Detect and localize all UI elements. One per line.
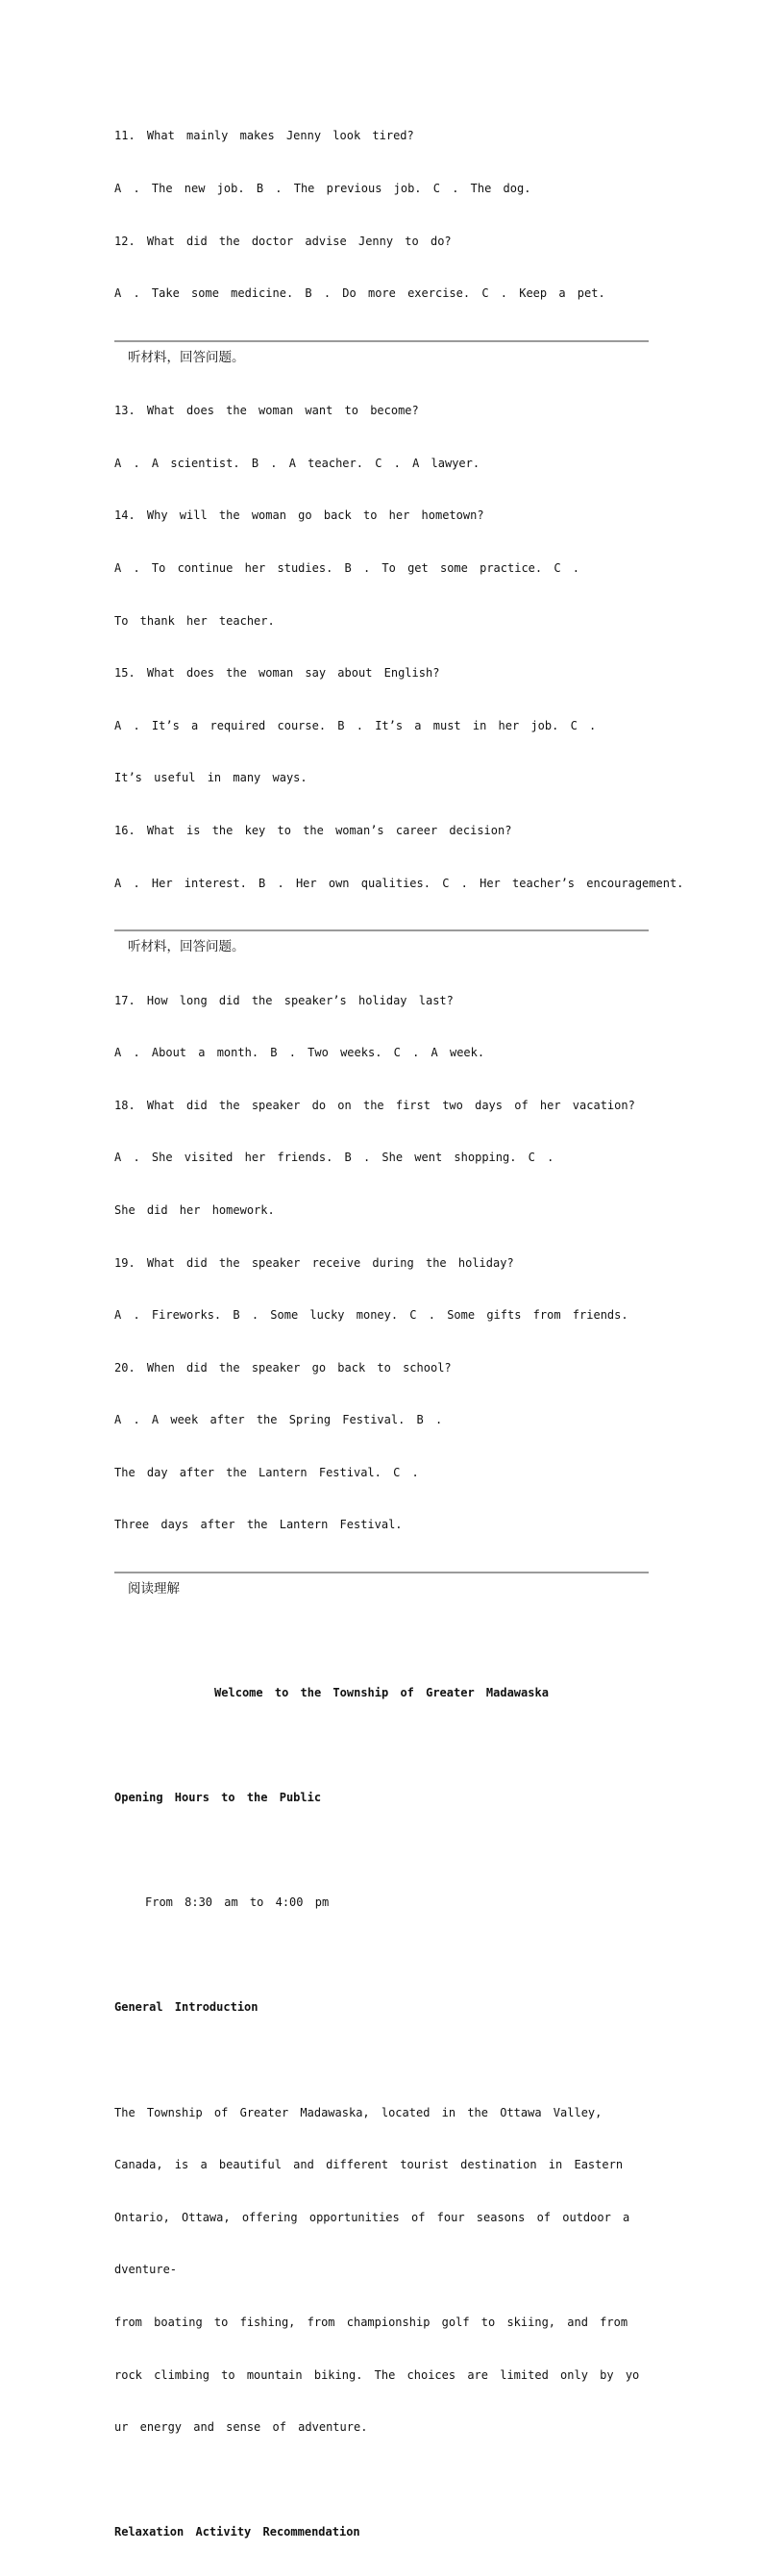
answer-options-line: The day after the Lantern Festival. C .: [114, 1465, 419, 1479]
answer-options-line: A . A week after the Spring Festival. B .: [114, 1413, 443, 1427]
answer-options-line: A . To continue her studies. B . To get some practice. C .: [114, 560, 580, 575]
question-line: 11. What mainly makes Jenny look tired?: [114, 129, 414, 143]
spacer: [114, 1946, 649, 1964]
listening-instruction: 听材料，回答问题。: [128, 349, 245, 365]
section-divider: [114, 929, 649, 931]
question-line: 14. Why will the woman go back to her hometown?: [114, 508, 484, 523]
question-line: 16. What is the key to the woman’s career decision?: [114, 823, 512, 837]
relax-heading: Relaxation Activity Recommendation: [114, 2525, 360, 2539]
answer-options-line: A . About a month. B . Two weeks. C . A week.: [114, 1046, 485, 1060]
hours-text: From 8:30 am to 4:00 pm: [145, 1895, 330, 1910]
answer-options-line: It’s useful in many ways.: [114, 771, 308, 785]
answer-options-line: A . A scientist. B . A teacher. C . A lawyer.: [114, 456, 480, 470]
section-divider: [114, 340, 649, 342]
question-line: 15. What does the woman say about English?: [114, 666, 440, 681]
question-line: 12. What did the doctor advise Jenny to do?: [114, 234, 452, 248]
question-block-13-16: [114, 367, 684, 927]
answer-options-line: To thank her teacher.: [114, 613, 275, 628]
answer-options-line: A . It’s a required course. B . It’s a must in her job. C .: [114, 718, 597, 732]
question-line: 19. What did the speaker receive during the holiday?: [114, 1255, 514, 1270]
question-line: 18. What did the speaker do on the first two days of her vacation?: [114, 1098, 635, 1112]
question-line: 20. When did the speaker go back to school?: [114, 1360, 452, 1375]
passage-title: Welcome to the Township of Greater Madawaska: [214, 1685, 549, 1699]
answer-options-line: A . Take some medicine. B . Do more exercise. C . Keep a pet.: [114, 286, 605, 301]
intro-line: Ontario, Ottawa, offering opportunities of four seasons of outdoor a: [114, 2210, 630, 2224]
answer-options-line: Three days after the Lantern Festival.: [114, 1518, 403, 1532]
spacer: [114, 1633, 649, 1648]
spacer: [114, 2471, 649, 2489]
answer-options-line: A . She visited her friends. B . She went shopping. C .: [114, 1151, 554, 1165]
answer-options-line: A . Fireworks. B . Some lucky money. C . Some gifts from friends.: [114, 1308, 628, 1323]
hours-heading: Opening Hours to the Public: [114, 1791, 322, 1805]
spacer: [114, 1842, 649, 1859]
intro-line: from boating to fishing, from championship golf to skiing, and from: [114, 2316, 628, 2329]
answer-options-line: A . The new job. B . The previous job. C . The dog.: [114, 182, 531, 195]
intro-heading: General Introduction: [114, 2000, 258, 2015]
section-divider: [114, 1572, 649, 1573]
question-block-11-12: [114, 92, 649, 337]
document-page: [114, 92, 684, 2576]
reading-section-heading: 阅读理解: [128, 1581, 180, 1598]
intro-line: The Township of Greater Madawaska, located in the Ottawa Valley,: [114, 2105, 603, 2119]
listening-instruction: 听材料，回答问题。: [128, 939, 245, 955]
spacer: [114, 1736, 649, 1753]
intro-line: ur energy and sense of adventure.: [114, 2420, 368, 2435]
question-line: 13. What does the woman want to become?: [114, 404, 419, 418]
answer-options-line: She did her homework.: [114, 1202, 275, 1217]
intro-line: dventure-: [114, 2263, 178, 2277]
intro-line: rock climbing to mountain biking. The choices are limited only by yo: [114, 2367, 640, 2382]
question-line: 17. How long did the speaker’s holiday last?: [114, 993, 454, 1007]
spacer: [114, 2051, 649, 2068]
answer-options-line: A . Her interest. B . Her own qualities. C . Her teacher’s encouragement.: [114, 876, 684, 890]
question-block-17-20: [114, 956, 649, 1569]
intro-line: Canada, is a beautiful and different tourist destination in Eastern: [114, 2158, 624, 2172]
reading-passage: [114, 1598, 649, 2576]
